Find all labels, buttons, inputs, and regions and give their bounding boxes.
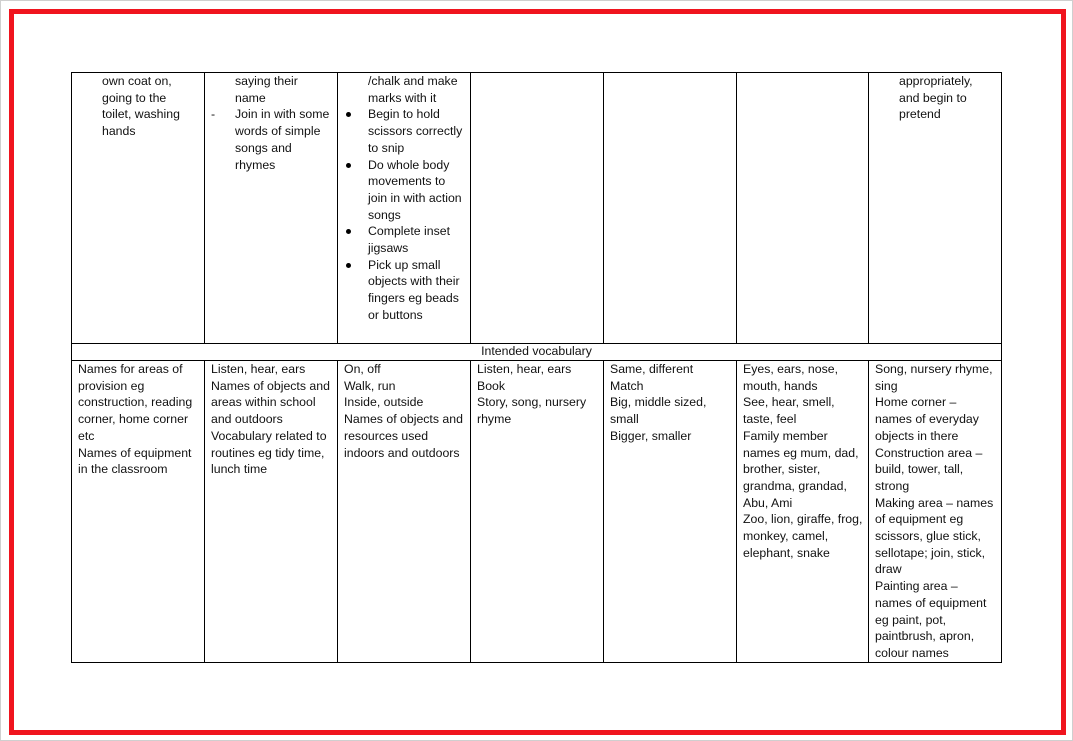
vocabulary-cell-3	[338, 361, 471, 663]
skills-cell-6	[737, 73, 869, 344]
skills-list	[344, 106, 465, 323]
section-header-row	[72, 344, 1002, 361]
vocab-line: Listen, hear, ears	[477, 362, 572, 376]
vocab-line: Book	[477, 378, 506, 393]
vocabulary-cell-1	[72, 361, 205, 663]
cell-text: appropriately, and begin to pretend	[899, 74, 973, 122]
skills-cell-1	[72, 73, 205, 344]
vocabulary-cell-4	[471, 361, 604, 663]
vocab-line: Names of objects and areas within school and outdoors	[211, 378, 330, 427]
vocab-line: Walk, run	[344, 378, 396, 393]
vocab-line: Zoo, lion, giraffe, frog, monkey, camel, elephant, snake	[743, 512, 863, 560]
skills-cell-5	[604, 73, 737, 344]
vocab-line: Match	[610, 378, 644, 393]
vocab-line: Vocabulary related to routines eg tidy time, lunch time	[211, 428, 327, 477]
vocabulary-cell-6	[737, 361, 869, 663]
list-item: Pick up small objects with their fingers eg beads or buttons	[344, 257, 465, 324]
vocab-line: See, hear, smell, taste, feel	[743, 395, 835, 427]
vocab-line: Family member names eg mum, dad, brother, sister, grandma, grandad, Abu, Ami	[743, 428, 859, 510]
vocabulary-cell-2	[205, 361, 338, 663]
vocab-line: Names of equipment in the classroom	[78, 445, 192, 477]
vocab-line: Making area – names of equipment eg scissors, glue stick, sellotape; join, stick, draw	[875, 495, 994, 577]
planning-table	[71, 72, 1002, 663]
vocab-line: Eyes, ears, nose, mouth, hands	[743, 362, 839, 393]
vocab-line: Same, different	[610, 362, 694, 376]
vocabulary-cell-7	[869, 361, 1002, 663]
skills-cell-2	[205, 73, 338, 344]
vocab-line: On, off	[344, 362, 381, 376]
skills-cell-7	[869, 73, 1002, 344]
vocab-line: Big, middle sized, small	[610, 395, 707, 427]
vocab-line: Painting area – names of equipment eg paint, pot, paintbrush, apron, colour names	[875, 579, 987, 660]
list-item: - Join in with some words of simple songs and rhymes	[211, 106, 332, 173]
list-item: Complete inset jigsaws	[344, 223, 465, 256]
vocabulary-cell-5	[604, 361, 737, 663]
vocab-line: Story, song, nursery rhyme	[477, 395, 587, 427]
skills-row	[72, 73, 1002, 344]
vocab-line: Song, nursery rhyme, sing	[875, 362, 993, 393]
vocab-line: Bigger, smaller	[610, 428, 692, 443]
skills-list	[211, 106, 332, 173]
skills-cell-3	[338, 73, 471, 344]
vocabulary-row	[72, 361, 1002, 663]
vocab-line: Names of objects and resources used indoors and outdoors	[344, 412, 463, 460]
vocab-line: Home corner – names of everyday objects in there	[875, 395, 979, 443]
vocab-line: Construction area – build, tower, tall, strong	[875, 445, 983, 493]
section-header: Intended vocabulary	[72, 344, 1002, 361]
vocab-line: Inside, outside	[344, 395, 424, 410]
vocab-line: Names for areas of provision eg construction, reading corner, home corner etc	[78, 362, 193, 443]
list-item: Begin to hold scissors correctly to snip	[344, 106, 465, 156]
list-item: Do whole body movements to join in with action songs	[344, 157, 465, 224]
cell-lead-text: /chalk and make marks with it	[368, 74, 458, 105]
cell-text: own coat on, going to the toilet, washing hands	[102, 74, 180, 139]
cell-lead-text: saying their name	[235, 74, 298, 105]
vocab-line: Listen, hear, ears	[211, 362, 306, 376]
skills-cell-4	[471, 73, 604, 344]
